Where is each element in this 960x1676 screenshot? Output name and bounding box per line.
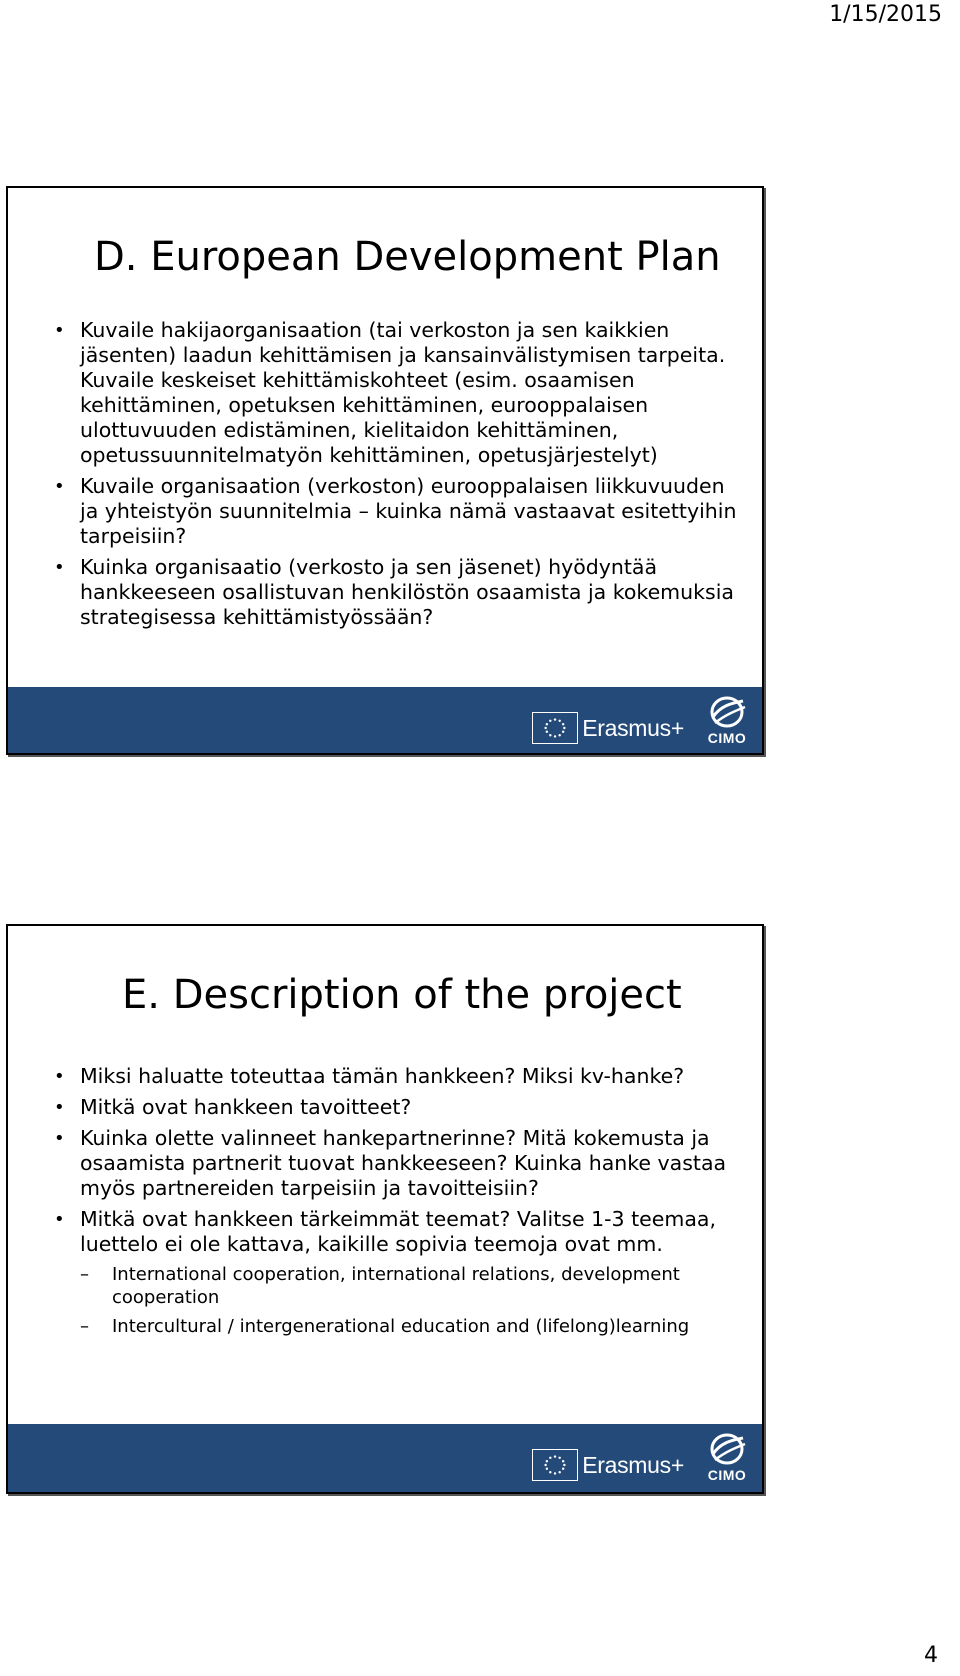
page-number: 4	[924, 1643, 938, 1668]
cimo-logo	[702, 695, 752, 749]
erasmus-logo	[532, 711, 684, 745]
slide-footer	[8, 687, 762, 753]
bullet-text: • Mitkä ovat hankkeen tärkeimmät teemat? Valitse 1-3 teemaa, luettelo ei ole kattava, kaikille sopivia teemoja ovat mm.	[80, 1207, 716, 1256]
list-item	[80, 1126, 740, 1201]
bullet-text: • Miksi haluatte toteuttaa tämän hankkeen? Miksi kv-hanke?	[80, 1064, 685, 1088]
list-item	[80, 318, 740, 468]
slide-european-development-plan	[6, 186, 764, 755]
bullet-text: • Kuvaile hakijaorganisaation (tai verkoston ja sen kaikkien jäsenten) laadun kehittämisen ja kansainvälistymisen tarpeita. Kuvaile keskeiset kehittämiskohteet (esim. osaamisen kehittäminen, opetuksen kehittäminen, eurooppalaisen ulottuvuuden edistäminen, kielitaidon kehittäminen, opetussuunnitelmatyön kehittäminen, opetusjärjestelyt)	[80, 318, 726, 467]
list-item	[80, 1064, 740, 1089]
list-item	[80, 1207, 740, 1338]
bullet-list	[80, 318, 740, 636]
slide-footer	[8, 1424, 762, 1492]
bullet-list	[80, 1064, 740, 1344]
bullet-text: • Kuinka olette valinneet hankepartnerinne? Mitä kokemusta ja osaamista partnerit tuovat hankkeeseen? Kuinka hanke vastaa myös partnereiden tarpeisiin ja tavoitteisiin?	[80, 1126, 727, 1200]
eu-flag-icon	[532, 1449, 578, 1481]
list-item	[80, 1095, 740, 1120]
cimo-logo	[702, 1432, 752, 1486]
bullet-text: • Mitkä ovat hankkeen tavoitteet?	[80, 1095, 412, 1119]
slide-description-of-project	[6, 924, 764, 1494]
page-date: 1/15/2015	[829, 2, 942, 27]
list-item	[80, 474, 740, 549]
cimo-mark-icon	[707, 1432, 747, 1468]
cimo-mark-icon	[707, 695, 747, 731]
erasmus-logo	[532, 1448, 684, 1482]
bullet-text: • Kuinka organisaatio (verkosto ja sen jäsenet) hyödyntää hankkeeseen osallistuvan henkilöstön osaamista ja kokemuksia strategisessa kehittämistyössään?	[80, 555, 734, 629]
eu-flag-icon	[532, 712, 578, 744]
slide-title: D. European Development Plan	[94, 234, 721, 280]
erasmus-label: Erasmus+	[582, 714, 684, 741]
list-item	[80, 555, 740, 630]
sub-list-item: – International cooperation, international relations, development cooperation	[112, 1263, 740, 1309]
sub-bullet-list	[80, 1263, 740, 1338]
bullet-text: • Kuvaile organisaation (verkoston) eurooppalaisen liikkuvuuden ja yhteistyön suunnitelmia – kuinka nämä vastaavat esitettyihin tarpeisiin?	[80, 474, 737, 548]
erasmus-label: Erasmus+	[582, 1451, 684, 1478]
cimo-label: CIMO	[707, 1467, 747, 1483]
slide-title: E. Description of the project	[122, 972, 682, 1018]
cimo-label: CIMO	[707, 730, 747, 746]
sub-list-item: – Intercultural / intergenerational education and (lifelong)learning	[112, 1315, 740, 1338]
